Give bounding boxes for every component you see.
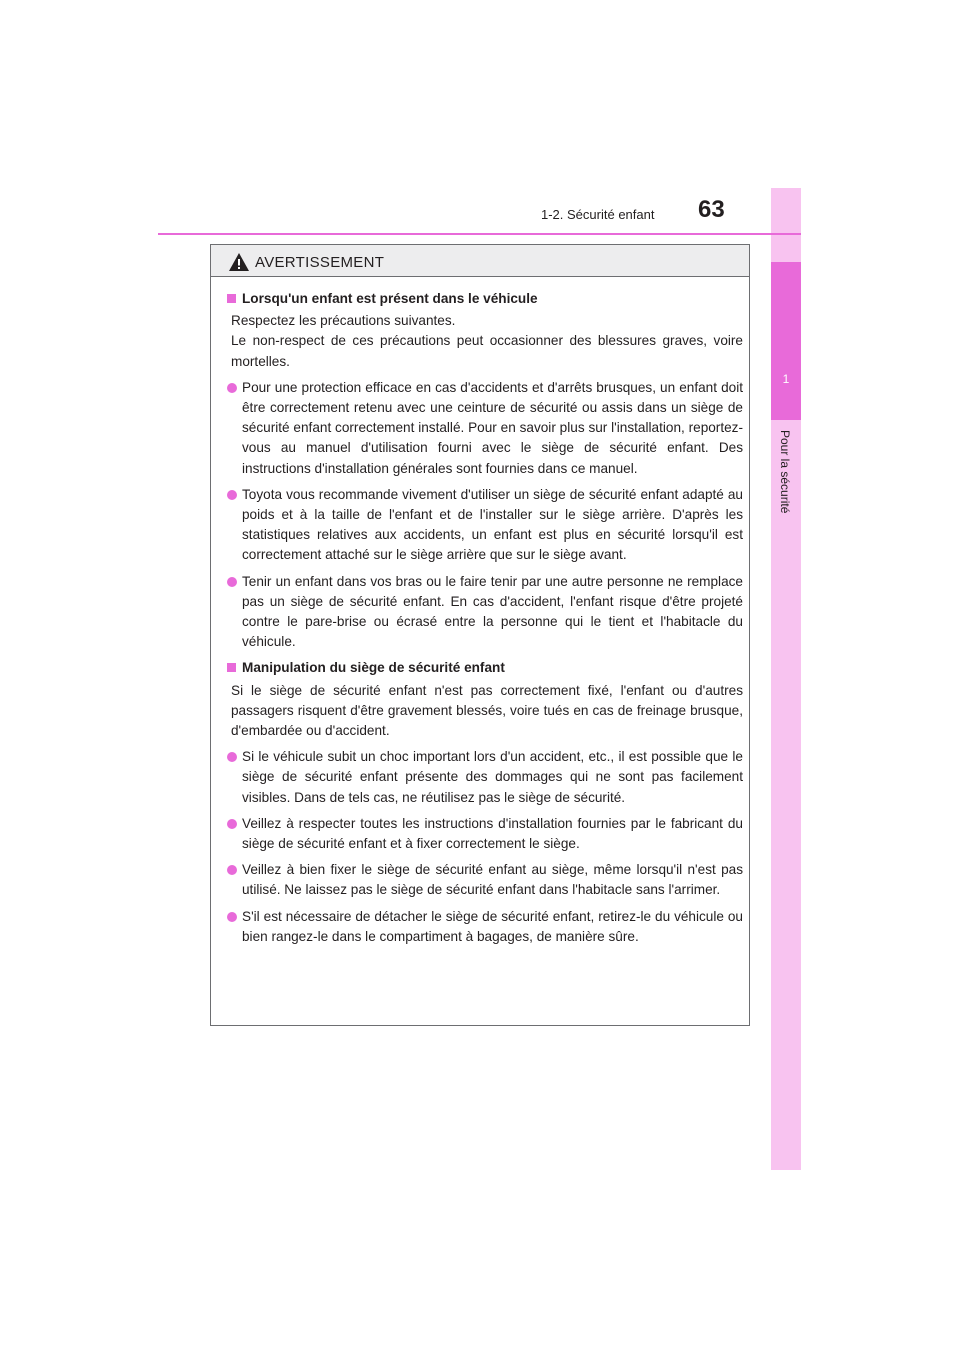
warning-section-intro: Si le siège de sécurité enfant n'est pas correctement fixé, l'enfant ou d'autres passagers risquent d'être gravement blessés, voire tués en cas de freinage brusque, d'embardée ou d'accident. xyxy=(231,682,743,739)
warning-bullet-item: Veillez à bien fixer le siège de sécurité enfant au siège, même lorsqu'il n'est pas utilisé. Ne laissez pas le siège de sécurité enfant dans l'habitacle sans l'arrimer. xyxy=(225,860,743,900)
warning-bullet-item: Tenir un enfant dans vos bras ou le faire tenir par une autre personne ne remplace pas un siège de sécurité enfant. En cas d'accident, l'enfant risque d'être projeté contre le pare-brise ou écrasé entre la personne qui le tient et l'habitacle du véhicule. xyxy=(225,572,743,653)
warning-bullet-item: Veillez à respecter toutes les instructions d'installation fournies par le fabricant du siège de sécurité enfant et à fixer correctement le siège. xyxy=(225,814,743,854)
warning-triangle-icon xyxy=(228,252,250,272)
chapter-number: 1 xyxy=(782,372,790,386)
warning-bullet-item: Pour une protection efficace en cas d'accidents et d'arrêts brusques, un enfant doit être correctement retenu avec une ceinture de sécurité ou assis dans un siège de sécurité enfant correctement installé. Pour en savoir plus sur l'installation, reportez-vous au manuel d'utilisation fourni avec le siège de sécurité enfant. Des instructions d'installation générales sont fournies dans ce manuel. xyxy=(225,378,743,479)
square-bullet-icon xyxy=(227,663,236,672)
warning-bullet-item: S'il est nécessaire de détacher le siège de sécurité enfant, retirez-le du véhicule ou bien rangez-le dans le compartiment à bagages, de manière sûre. xyxy=(225,907,743,947)
square-bullet-icon xyxy=(227,294,236,303)
chapter-label-container xyxy=(770,430,802,610)
page-number: 63 xyxy=(698,196,725,223)
chapter-side-tab-highlight xyxy=(771,262,801,420)
warning-content xyxy=(225,289,743,947)
warning-header xyxy=(211,245,749,277)
section-title: 1-2. Sécurité enfant xyxy=(541,207,655,222)
round-bullet-icon xyxy=(227,752,237,762)
warning-section-intro: Respectez les précautions suivantes. Le non-respect de ces précautions peut occasionner des blessures graves, voire mortelles. xyxy=(231,313,743,369)
round-bullet-icon xyxy=(227,819,237,829)
round-bullet-icon xyxy=(227,912,237,922)
warning-bullet-item: Toyota vous recommande vivement d'utiliser un siège de sécurité enfant adapté au poids et à la taille de l'enfant et de l'installer sur le siège arrière. D'après les statistiques relatives aux accidents, un enfant est plus en sécurité lorsqu'il est correctement attaché sur le siège arrière que sur le siège avant. xyxy=(225,485,743,566)
round-bullet-icon xyxy=(227,577,237,587)
warning-section-title: Manipulation du siège de sécurité enfant xyxy=(225,658,743,678)
round-bullet-icon xyxy=(227,490,237,500)
warning-bullet-item: Si le véhicule subit un choc important lors d'un accident, etc., il est possible que le siège de sécurité enfant présente des dommages qui ne sont pas facilement visibles. Dans de tels cas, ne réutilisez pas le siège de sécurité. xyxy=(225,747,743,808)
warning-section-title: Lorsqu'un enfant est présent dans le véhicule xyxy=(225,289,743,309)
header-divider xyxy=(158,233,801,235)
round-bullet-icon xyxy=(227,865,237,875)
chapter-label: Pour la sécurité xyxy=(778,430,792,514)
warning-title: AVERTISSEMENT xyxy=(255,254,385,271)
warning-box xyxy=(210,244,750,1026)
round-bullet-icon xyxy=(227,383,237,393)
